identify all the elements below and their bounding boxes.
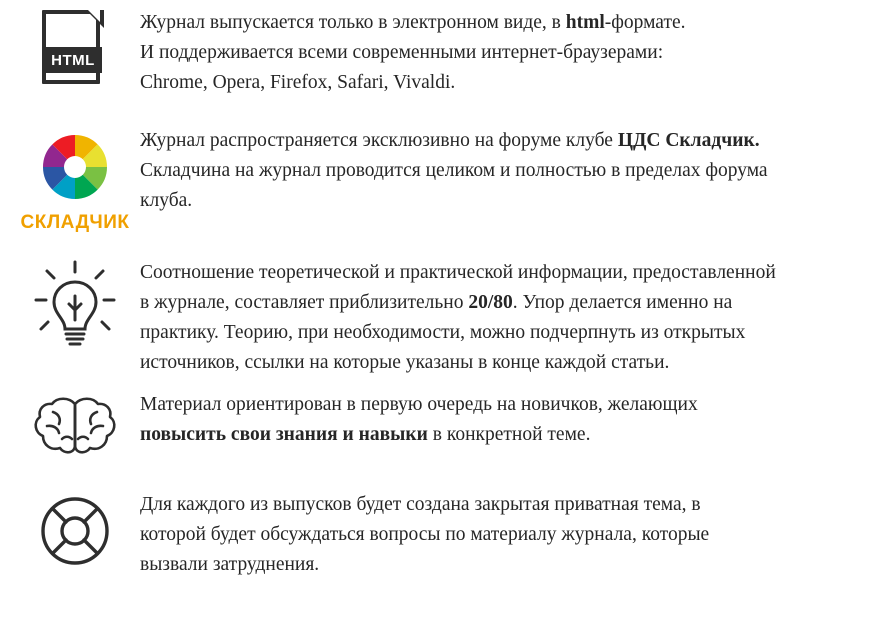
skladchik-logo-cell <box>10 124 140 234</box>
life-ring-icon <box>36 492 114 570</box>
html-file-icon-cell <box>10 6 140 88</box>
paragraph <box>140 490 874 580</box>
brain-icon-cell <box>10 388 140 464</box>
lightbulb-icon <box>32 260 118 352</box>
life-ring-icon-cell <box>10 488 140 570</box>
text-run: Складчина на журнал проводится целиком и полностью в пределах форума <box>140 160 768 181</box>
item-text <box>140 488 874 580</box>
text-run-bold: 20/80 <box>468 292 513 313</box>
text-run: клуба. <box>140 190 193 211</box>
item-text <box>140 6 874 98</box>
text-run-bold: html <box>565 12 605 33</box>
item-text <box>140 256 874 378</box>
text-run-bold: повысить свои знания и навыки <box>140 424 428 445</box>
list-item <box>10 488 874 588</box>
file-fold-inner <box>88 10 100 22</box>
paragraph <box>140 390 874 450</box>
text-run: источников, ссылки на которые указаны в конце каждой статьи. <box>140 352 670 373</box>
text-run: в журнале, составляет приблизительно <box>140 292 469 313</box>
html-file-icon <box>42 10 108 88</box>
skladchik-wordmark: СКЛАДЧИК <box>20 212 130 233</box>
text-run: которой будет обсуждаться вопросы по материалу журнала, которые <box>140 524 710 545</box>
skladchik-logo-icon <box>17 128 133 234</box>
brain-icon <box>29 392 121 464</box>
paragraph <box>140 258 874 378</box>
text-run: -формате. <box>604 12 686 33</box>
html-file-icon-label: HTML <box>44 47 102 73</box>
text-run: Материал ориентирован в первую очередь на новичков, желающих <box>140 394 698 415</box>
list-item <box>10 6 874 124</box>
text-run: Для каждого из выпусков будет создана закрытая приватная тема, в <box>140 494 701 515</box>
text-run: Журнал выпускается только в электронном виде, в <box>140 12 566 33</box>
list-item <box>10 124 874 256</box>
text-run: . Упор делается именно на <box>512 292 733 313</box>
paragraph <box>140 8 874 98</box>
lightbulb-icon-cell <box>10 256 140 352</box>
text-run: вызвали затруднения. <box>140 554 320 575</box>
text-run: практику. Теорию, при необходимости, можно подчерпнуть из открытых <box>140 322 746 343</box>
paragraph <box>140 126 874 216</box>
text-run: Chrome, Opera, Firefox, Safari, Vivaldi. <box>140 72 456 93</box>
text-run-bold: ЦДС Складчик. <box>617 130 760 151</box>
item-text <box>140 388 874 450</box>
color-wheel-icon <box>36 128 114 206</box>
list-item <box>10 256 874 388</box>
item-text <box>140 124 874 216</box>
text-run: Журнал распространяется эксклюзивно на форуме клубе <box>140 130 618 151</box>
text-run: И поддерживается всеми современными интернет-браузерами: <box>140 42 664 63</box>
list-item <box>10 388 874 488</box>
text-run: в конкретной теме. <box>427 424 591 445</box>
text-run: Соотношение теоретической и практической информации, предоставленной <box>140 262 776 283</box>
